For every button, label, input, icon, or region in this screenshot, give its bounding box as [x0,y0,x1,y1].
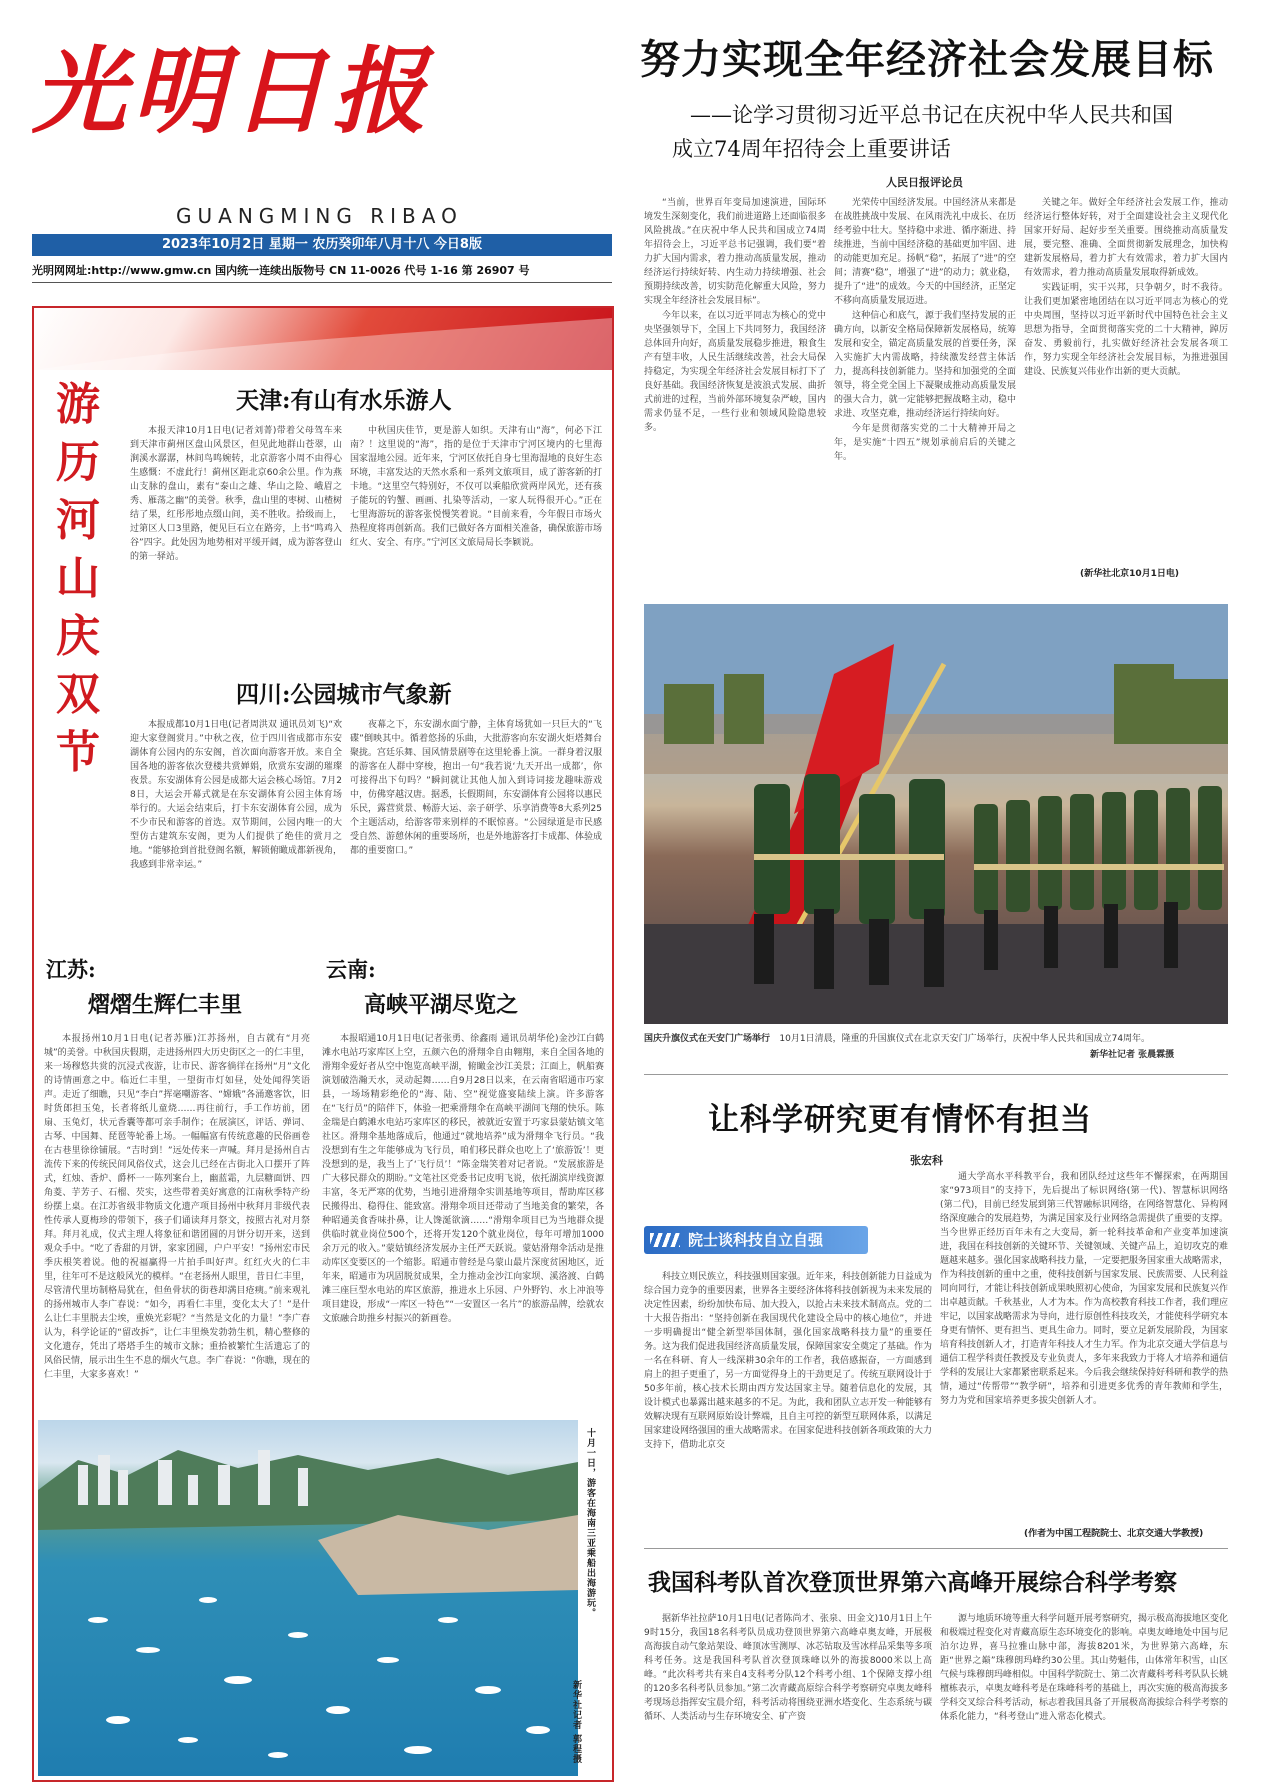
science-attribution: (作者为中国工程院院士、北京交通大学教授) [1024,1529,1204,1539]
everest-column-2 [940,1612,1228,1782]
lead-column-1 [644,196,826,578]
lead-paragraph: 今年是贯彻落实党的二十大精神开局之年，是实施“十四五”规划承前启后的关键之年。 [834,424,1016,462]
tianjin-column-1 [130,424,342,660]
lead-paragraph: 这种信心和底气，源于我们坚持发展的正确方向，以新安全格局保障新发展格局，统筹发展和安全，锚定高质量发展的首要任务，深入实施扩大内需战略，持续激发经营主体活力，提高科技创新能力。坚持和加强党的全面领导，将全党全国上下凝聚成推动高质量发展的强大合力，就一定能够把握战略主动，稳中求进、攻坚克难，推动经济运行持续向好。 [834,311,1016,419]
section-divider [644,1548,1228,1549]
jiangsu-title-prefix: 江苏: [46,957,96,982]
lead-subtitle-2: 成立74周年招待会上重要讲话 [672,137,951,161]
everest-column-1 [644,1612,932,1782]
lead-dateline: (新华社北京10月1日电) [1080,569,1180,579]
sanya-photo-caption [584,1428,596,1678]
holiday-vertical-title [48,376,108,782]
science-paragraph: 通大学高水平科教平台，我和团队经过这些年不懈探索，在两期国家“973项目”的支持下，先后提出了标识网络(第一代)、智慧标识网络(第二代)，目前已经发展到第三代智融标识网络，在网络智慧化、异构网络深度融合的发展趋势，为满足国家及行业网络急需提供了重要的支撑。当今世界正经历百年未有之大变局，新一轮科技革命和产业变革加速演进，我国在科技创新的关键环节、关键领域、关键产品上，迫切攻克的难题越来越多。强化国家战略科技力量，一定要把服务国家重大战略需求，作为科技创新的重中之重，使科技创新与国家发展、民族需要、人民利益同向同行，才能让科技创新成果映照初心使命，为国家发展和民族复兴作出卓越贡献。千秋基业，人才为本。作为高校教育科技工作者，我们理应牢记，以国家战略需求为导向，进行原创性科技攻关，才能使科学研究本身更有情怀、更有担当、更具生命力。同时，要立足新发展阶段，为国家培育科技创新人才，打造青年科技人才生力军。作为北京交通大学信息与通信工程学科责任教授及专业负责人，多年来我致力于将人才培养和通信学科的发展让大家都紧密联系起来。今后我会继续保持好科研和教学的热情，通过“传帮带”“教学研”，培养和引进更多优秀的青年教师和学生，努力为党和国家培养更多拔尖创新人才。 [940,1172,1228,1406]
everest-paragraph: 源与地质环境等重大科学问题开展考察研究，揭示极高海拔地区变化和极端过程变化对青藏高原生态环境变化的影响。卓奥友峰地处中国与尼泊尔边界，喜马拉雅山脉中部，海拔8201米，为世界第六高峰，东距“世界之巅”珠穆朗玛峰约30公里。其山势魁伟，山体常年积雪，山区气候与珠穆朗玛峰相似。中国科学院院士、第二次青藏科考科考队队长姚檀栋表示，卓奥友峰科考是在珠峰科考的基础上，再次实施的极高海拔多学科交叉综合科考活动，标志着我国具备了开展极高海拔综合科学考察的体系化能力，“科考登山”进入常态化模式。 [940,1614,1228,1722]
badge-label: 院士谈科技自立自强 [688,1231,824,1249]
title-char: 庆 [56,611,100,662]
caption-lead: 国庆升旗仪式在天安门广场举行 [644,1034,771,1044]
science-title: 让科学研究更有情怀有担当 [708,1102,1092,1138]
lead-paragraph: 光荣传中国经济发展。中国经济从来都是在战胜挑战中发展、在风雨洗礼中成长、在历经考验中壮大。坚持稳中求进、循序渐进、持续推进，当前中国经济稳的基础更加牢固、进的动能更加充足。扬帆“稳”，拓展了“进”的空间；清赛“稳”，增强了“进”的动力；就业稳，提升了“进”的成效。今天的中国经济，正坚定不移向高质量发展迈进。 [834,198,1016,306]
lead-paragraph: 实践证明，实干兴邦，只争朝夕，时不我待。让我们更加紧密地团结在以习近平同志为核心的党中央周围，坚持以习近平新时代中国特色社会主义思想为指导，全面贯彻落实党的二十大精神，踔厉奋发、勇毅前行，扎实做好经济社会发展各项工作，努力实现全年经济社会发展目标，为推进强国建设、民族复兴伟业作出新的更大贡献。 [1024,283,1228,377]
badge-stripes [650,1233,680,1247]
lead-column-3 [1024,196,1228,562]
lead-paragraph: “当前，世界百年变局加速演进，国际环境发生深刻变化，我们前进道路上还面临很多风险挑战。”在庆祝中华人民共和国成立74周年招待会上，习近平总书记强调，我们要“着力扩大国内需求，着力推动高质量发展，推动经济运行持续好转、内生动力持续增强、社会预期持续改善，切实防范化解重大风险，努力实现全年经济社会发展目标”。 [644,198,826,306]
tianjin-title: 天津:有山有水乐游人 [236,387,452,414]
caption-credit: 新华社记者 郭程摄 [571,1680,581,1765]
date-line: 2023年10月2日 星期一 农历癸卯年八月十八 今日8版 [32,234,612,256]
sichuan-column-1 [130,718,342,938]
title-char: 双 [56,669,100,720]
sichuan-paragraph: 本报成都10月1日电(记者周洪双 通讯员刘飞)“欢迎大家登阁赏月。”中秋之夜，位于四川省成都市东安湖体育公园内的东安阁，首次面向游客开放。来自全国各地的游客依次登楼共赏婵娟，欣赏东安湖的璀璨夜景。东安湖体育公园是成都大运会核心场馆。7月28日，大运会开幕式就是在东安湖体育公园主体育场举行的。大运会结束后，打卡东安湖体育公园，成为不少市民和游客的首选。双节期间，公园内唯一的大型仿古建筑东安阁，更为人们提供了绝佳的赏月之地。“能够抢到首批登阁名额，解锁俯瞰成都新视角，我感到非常幸运。” [130,720,342,870]
lead-subtitle-1: ——论学习贯彻习近平总书记在庆祝中华人民共和国 [690,103,1173,127]
tianjin-paragraph: 本报天津10月1日电(记者刘菁)带着父母驾车来到天津市蓟州区盘山风景区，但见此地群山苍翠，山涧溪水潺潺，林间鸟鸣婉转，北京游客小周不由得心生感慨：不虚此行！蓟州区距北京60余公里。作为燕山支脉的盘山，素有“泰山之雄、华山之险、峨眉之秀、雁荡之幽”的美誉。秋季，盘山里的枣树、山楂树结了果，红彤彤地点缀山间，美不胜收。拾级而上，过第区人口3里路，便见巨石立在路旁，上书“鸣鸡入谷”四字。此处因为地势相对平缓开阔，成为游客登山的第一驿站。 [130,426,342,562]
yunnan-body [322,1032,604,1404]
science-column-badge [644,1226,868,1254]
jiangsu-body [44,1032,310,1404]
tianjin-column-2 [350,424,602,660]
lead-paragraph: 关键之年。做好全年经济社会发展工作，推动经济运行整体好转，对于全面建设社会主义现代化国家开好局、起好步至关重要。围绕推动高质量发展，要完整、准确、全面贯彻新发展理念，加快构建新发展格局，着力扩大有效需求，着力扩大国内有效需求，着力推动高质量发展取得新成效。 [1024,198,1228,278]
jiangsu-paragraph: 本报扬州10月1日电(记者苏雁)江苏扬州，自古就有“月亮城”的美誉。中秋国庆假期，走进扬州四大历史街区之一的仁丰里，来一场穆悠共赏的沉浸式夜游，让市民、游客徜徉在扬州“月”文化的诗情画意之中。临近仁丰里，一望街市灯如昼，处处闻得笑语声。走近了细瞧，只见“李白”挥毫嘲游客、“嫦娥”各涌邀客饮，旧时货郎担玉兔，长者将纸儿童烧……再往前行，手工作坊前，团扇、玉兔灯，状元香囊等都可亲手制作；在展演区，评话、弹词、古琴、中国舞、琵琶等轮番上场。一幅幅富有传统意趣的民俗画卷在古巷里徐徐铺展。“吉时到！”远处传来一声喊。拜月是扬州自古流传下来的传统民间风俗仪式，这会儿已经在古街北入口摆开了阵式，红烛、香炉、爵杯一一陈列案台上，幽蓝霜，九层糖面饼、四角菱、芋芳子、石榴、芡实，这些带着美好寓意的江南秋季特产纷纷摆上桌。在江苏省级非物质文化遗产项目扬州中秋拜月非级代表性传承人夏梅珍的带领下，孩子们诵读拜月祭文，按照古礼对月祭拜。拜月礼成，仪式主理人将象征和谐团圆的月饼分切开来，送到观众手中。“吃了香甜的月饼，家家团圆，户户平安！”扬州宏市民季庆根笑着说。他的祝福赢得一片拍手叫好声。红红火火的仁丰里，往年可不是这般风光的模样。“在老扬州人眼里，昔日仁丰里，尽管清代里坊制格局犹在，但鱼骨状的街巷却满目疮痍。”前来观礼的扬州城市人李广春说：“如今，再看仁丰里，变化太大了！”是什么让仁丰里脱去尘埃，重焕光彩呢？“当然是文化的力量！”李广春认为，科学论证的“留改拆”，让仁丰里焕发勃勃生机，精心整修的文化遗存，凭出了塔塔手生的城市文脉；重拾被繁忙生活遗忘了的风俗民情，展示出生生不息的烟火气息。李广春说：“你瞧，现在的仁丰里，大家多喜欢！” [44,1034,310,1380]
everest-paragraph: 据新华社拉萨10月1日电(记者陈尚才、张泉、田金文)10月1日上午9时15分，我国18名科考队员成功登顶世界第六高峰卓奥友峰，开展极高海拔自动气象站架设、峰顶冰雪测厚、冰芯钻取及雪冰样品采集等多项科考任务。这是我国科考队首次登顶珠峰以外的海拔8000米以上高峰。“此次科考共有来自4支科考分队12个科考小组、1个保障支撑小组的120多名科考队员参加。”第二次青藏高原综合科学考察研究卓奥友峰科考现场总指挥安宝晨介绍，科考活动将围绕亚洲水塔变化、生态系统与碳循环、人类活动与生存环境安全、矿产资 [644,1614,932,1722]
science-author: 张宏科 [910,1154,943,1167]
caption-text: 10月1日清晨，隆重的升国旗仪式在北京天安门广场举行，庆祝中华人民共和国成立74周年。 [779,1034,1151,1044]
science-column-2 [940,1170,1228,1524]
title-char: 游 [56,379,100,430]
jiangsu-title: 熠熠生辉仁丰里 [88,992,243,1018]
banner-wave [34,308,612,370]
science-paragraph: 科技立则民族立，科技强则国家强。近年来，科技创新能力日益成为综合国力竞争的重要因素，世界各主要经济体将科技创新视为未来发展的决定性因素，纷纷加快布局、加大投入，以抢占未来技术制高点。党的二十大报告指出：“坚持创新在我国现代化建设全局中的核心地位”，并进一步明确提出“健全新型举国体制，强化国家战略科技力量”的重要任务。这为我们促进我国经济高质量发展，保障国家安全奠定了基础。作为一名在科研、育人一线深耕30余年的工作者，我倍感振奋，一方面感到肩上的担子更重了，另一方面觉得身上的干劲更足了。传统互联网设计于50多年前，核心技术长期由西方发达国家主导。随着信息化的发展，其设计模式也暴露出越来越多的不足。为此，我和团队立志开发一种能够有效解决现有互联网原始设计弊端，且自主可控的新型互联网体系，以满足国家建设网络强国的重大战略需求。在国家促进科技创新各项政策的大力支持下，借助北京交 [644,1272,932,1450]
lead-byline: 人民日报评论员 [886,176,963,189]
title-char: 山 [56,553,100,604]
yunnan-title-prefix: 云南: [326,957,376,982]
flag-photo-credit: 新华社记者 张晨霖摄 [1090,1050,1175,1060]
sanya-boats-photo [38,1420,578,1776]
tianjin-paragraph: 中秋国庆佳节，更是游人如织。天津有山“海”，何必下江南？！这里说的“海”，指的是位于天津市宁河区境内的七里海国家湿地公园。近年来，宁河区依托自身七里海湿地的良好生态环境，丰富发达的天然水系和一系列文旅项目，成了游客新的打卡地。“这里空气特别好，不仅可以乘船欣赏两岸风光，还有孩子能玩的钓蟹、画画、扎染等活动，一家人玩得很开心。”正在七里海游玩的游客张悦慢笑着说。“目前来看，今年假日市场火热程度将再创新高。我们已做好各方面相关准备，确保旅游市场红火、安全、有序。”宁河区文旅局局长李颖说。 [350,426,602,548]
lead-paragraph: 今年以来，在以习近平同志为核心的党中央坚强领导下，全国上下共同努力，我国经济总体回升向好，高质量发展稳步推进，粮食生产有望丰收，人民生活继续改善，社会大局保持稳定，为实现全年经济社会发展目标打下了良好基础。我国经济恢复是波浪式发展、曲折式前进的过程，当前外部环境复杂严峻，国内需求仍显不足，一些行业和领域风险隐患较多。 [644,311,826,433]
sichuan-title: 四川:公园城市气象新 [236,681,452,708]
sichuan-paragraph: 夜幕之下，东安湖水面宁静，主体育场犹如一只巨大的“飞碟”倒映其中。循着悠扬的乐曲，大批游客向东安湖火炬塔舞台聚拢。宫廷乐舞、国风情景剧等在这里轮番上演。一群身着汉服的游客在人群中穿梭，抱出一句“我若说‘九天开出一成都’，你可接得出下句吗？”瞬间就让其他人加入到诗词接龙趣味游戏中，仿佛穿越汉唐。据悉，长假期间，东安湖体育公园将以惠民乐民，露营赏景、畅游大运、亲子研学、乐享消费等8大系列25个主题活动，给游客带来别样的不眠惊喜。“公园绿道是市民感受自然、游憩休闲的重要场所，也是外地游客打卡成都、体验成都的重要窗口。” [350,720,602,856]
title-char: 节 [56,727,100,778]
publication-info: 光明网网址:http://www.gmw.cn 国内统一连续出版物号 CN 11-0026 代号 1-16 第 26907 号 [32,264,530,277]
lead-column-2 [834,196,1016,578]
masthead-pinyin: GUANGMING RIBAO [176,204,463,228]
yunnan-paragraph: 本报昭通10月1日电(记者张勇、徐鑫雨 通讯员胡华伦)金沙江白鹤滩水电站巧家库区上空，五颜六色的滑翔伞自由翱翔，来自全国各地的滑翔伞爱好者从空中饱览高峡平湖，俯瞰金沙江美景；江面上，帆船赛演划破浩瀚天水，灵动起舞……自9月28日以来，在云南省昭通市巧家县，一场场精彩绝伦的“海、陆、空”视觉盛宴陆续上演。许多游客在“飞行员”的陪伴下，体验一把乘滑翔伞在高峡平湖间飞翔的快乐。陈金瑞是白鹤滩水电站巧家库区的移民，被就近安置于巧家县蒙姑镇文笔社区。滑翔伞基地落成后，他通过“就地培养”成为滑翔伞飞行员。“我没想到有生之年能够成为飞行员，咱们移民群众也吃上了‘旅游饭’！更没想到的是，我当上了‘飞行员’！”陈金瑞笑着对记者说。“发展旅游是广大移民群众的期盼。”文笔社区党委书记皮明飞说，依托湖滨岸线资源丰富，冬无严寒的优势，当地引进滑翔伞实训基地等项目，帮助库区移民搬得出、稳得住、能致富。滑翔伞项目还带动了当地美食的繁荣，各种昭通美食香味扑鼻，让人馋涎欲滴……“滑翔伞项目已为当地群众提供临时就业岗位500个，还将开发120个就业岗位，每年可增加1000余万元的收入。”蒙姑镇经济发展办主任严天跃说。蒙姑滑翔伞活动是推动库区变要区的一个缩影。昭通市曾经是乌蒙山最片深度贫困地区，近年来，昭通市为巩固脱贫成果，全力推动金沙江向家坝、溪洛渡、白鹤滩三座巨型水电站的库区旅游，推进水上乐园、户外野钓、水上冲浪等项目建设，形成“一库区一特色”“一安置区一名片”的旅游品牌，绘就农文旅融合助推乡村振兴的新画卷。 [322,1034,604,1324]
title-char: 历 [56,437,100,488]
lead-title: 努力实现全年经济社会发展目标 [640,36,1214,83]
science-column-1 [644,1270,932,1538]
sichuan-column-2 [350,718,602,938]
flag-photo-caption [644,1032,1228,1047]
caption-text: 十月一日，游客在海南三亚乘船出海游玩。 [585,1428,595,1618]
yunnan-title: 高峡平湖尽览之 [364,992,519,1018]
flag-ceremony-illustration [644,604,1228,1024]
sanya-photo-credit [570,1680,582,1776]
section-divider [644,1074,1228,1075]
sanya-illustration [38,1420,578,1776]
flag-ceremony-photo [644,604,1228,1024]
everest-title: 我国科考队首次登顶世界第六高峰开展综合科学考察 [648,1569,1177,1596]
title-char: 河 [56,495,100,546]
holiday-banner [34,308,612,370]
masthead-logo: 光明日报 [32,37,433,147]
masthead-divider [32,282,612,283]
